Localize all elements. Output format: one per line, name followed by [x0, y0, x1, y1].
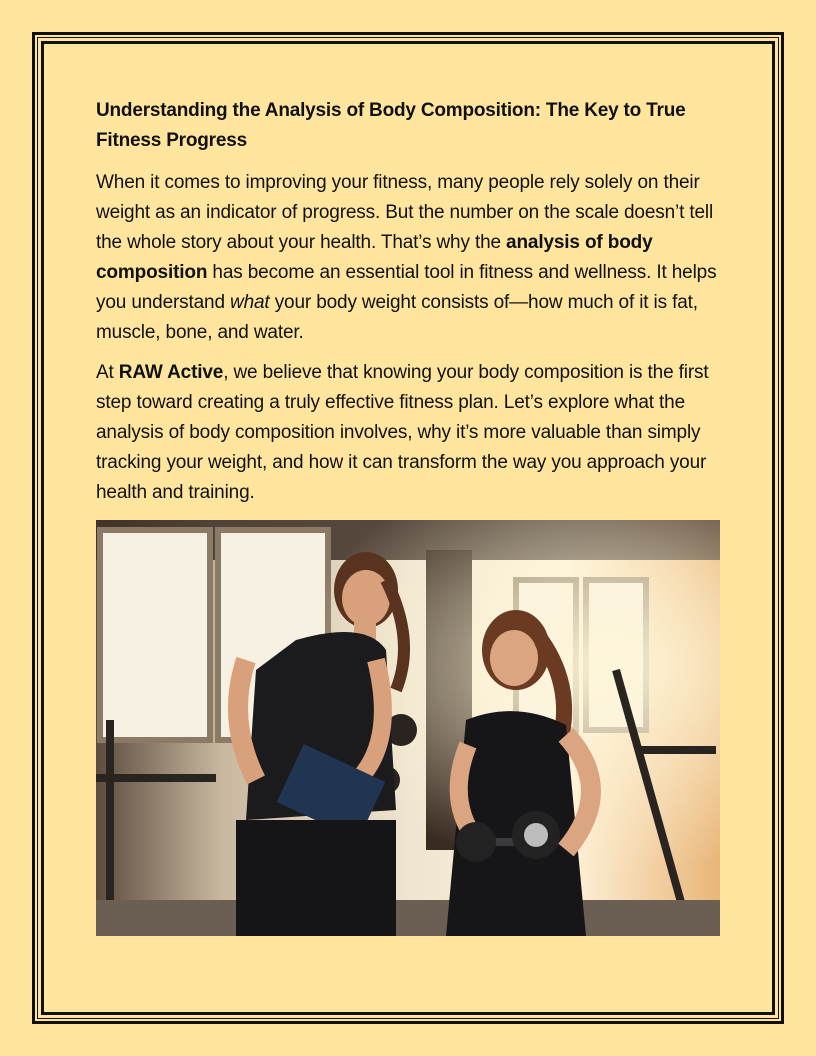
intro-paragraph — [96, 168, 720, 348]
intro-text-c: your body weight consists of—how much of it is fat, muscle, bone, and water. — [96, 292, 698, 343]
article-title: Understanding the Analysis of Body Composition: The Key to True Fitness Progress — [96, 100, 686, 151]
brand-text-b: , we believe that knowing your body composition is the first step toward creating a truly effective fitness plan. Let’s explore what the analysis of body composition involves, why it’s more valuable than simply tracking your weight, and how it can transform the way you approach your health and training. — [96, 362, 709, 503]
intro-text-a: When it comes to improving your fitness, many people rely solely on their weight as an indicator of progress. But the number on the scale doesn’t tell the whole story about your health. That’s why the — [96, 172, 714, 253]
intro-bold-term: analysis of body composition — [96, 232, 653, 283]
intro-text-b: has become an essential tool in fitness and wellness. It helps you understand — [96, 262, 717, 313]
brand-text-a: At — [96, 362, 119, 383]
gym-training-photo — [96, 520, 720, 936]
brand-paragraph — [96, 358, 720, 508]
article-body — [96, 96, 720, 518]
gym-photo-illustration — [96, 520, 720, 936]
brand-name: RAW Active — [118, 362, 224, 383]
intro-italic-word: what — [230, 292, 270, 313]
